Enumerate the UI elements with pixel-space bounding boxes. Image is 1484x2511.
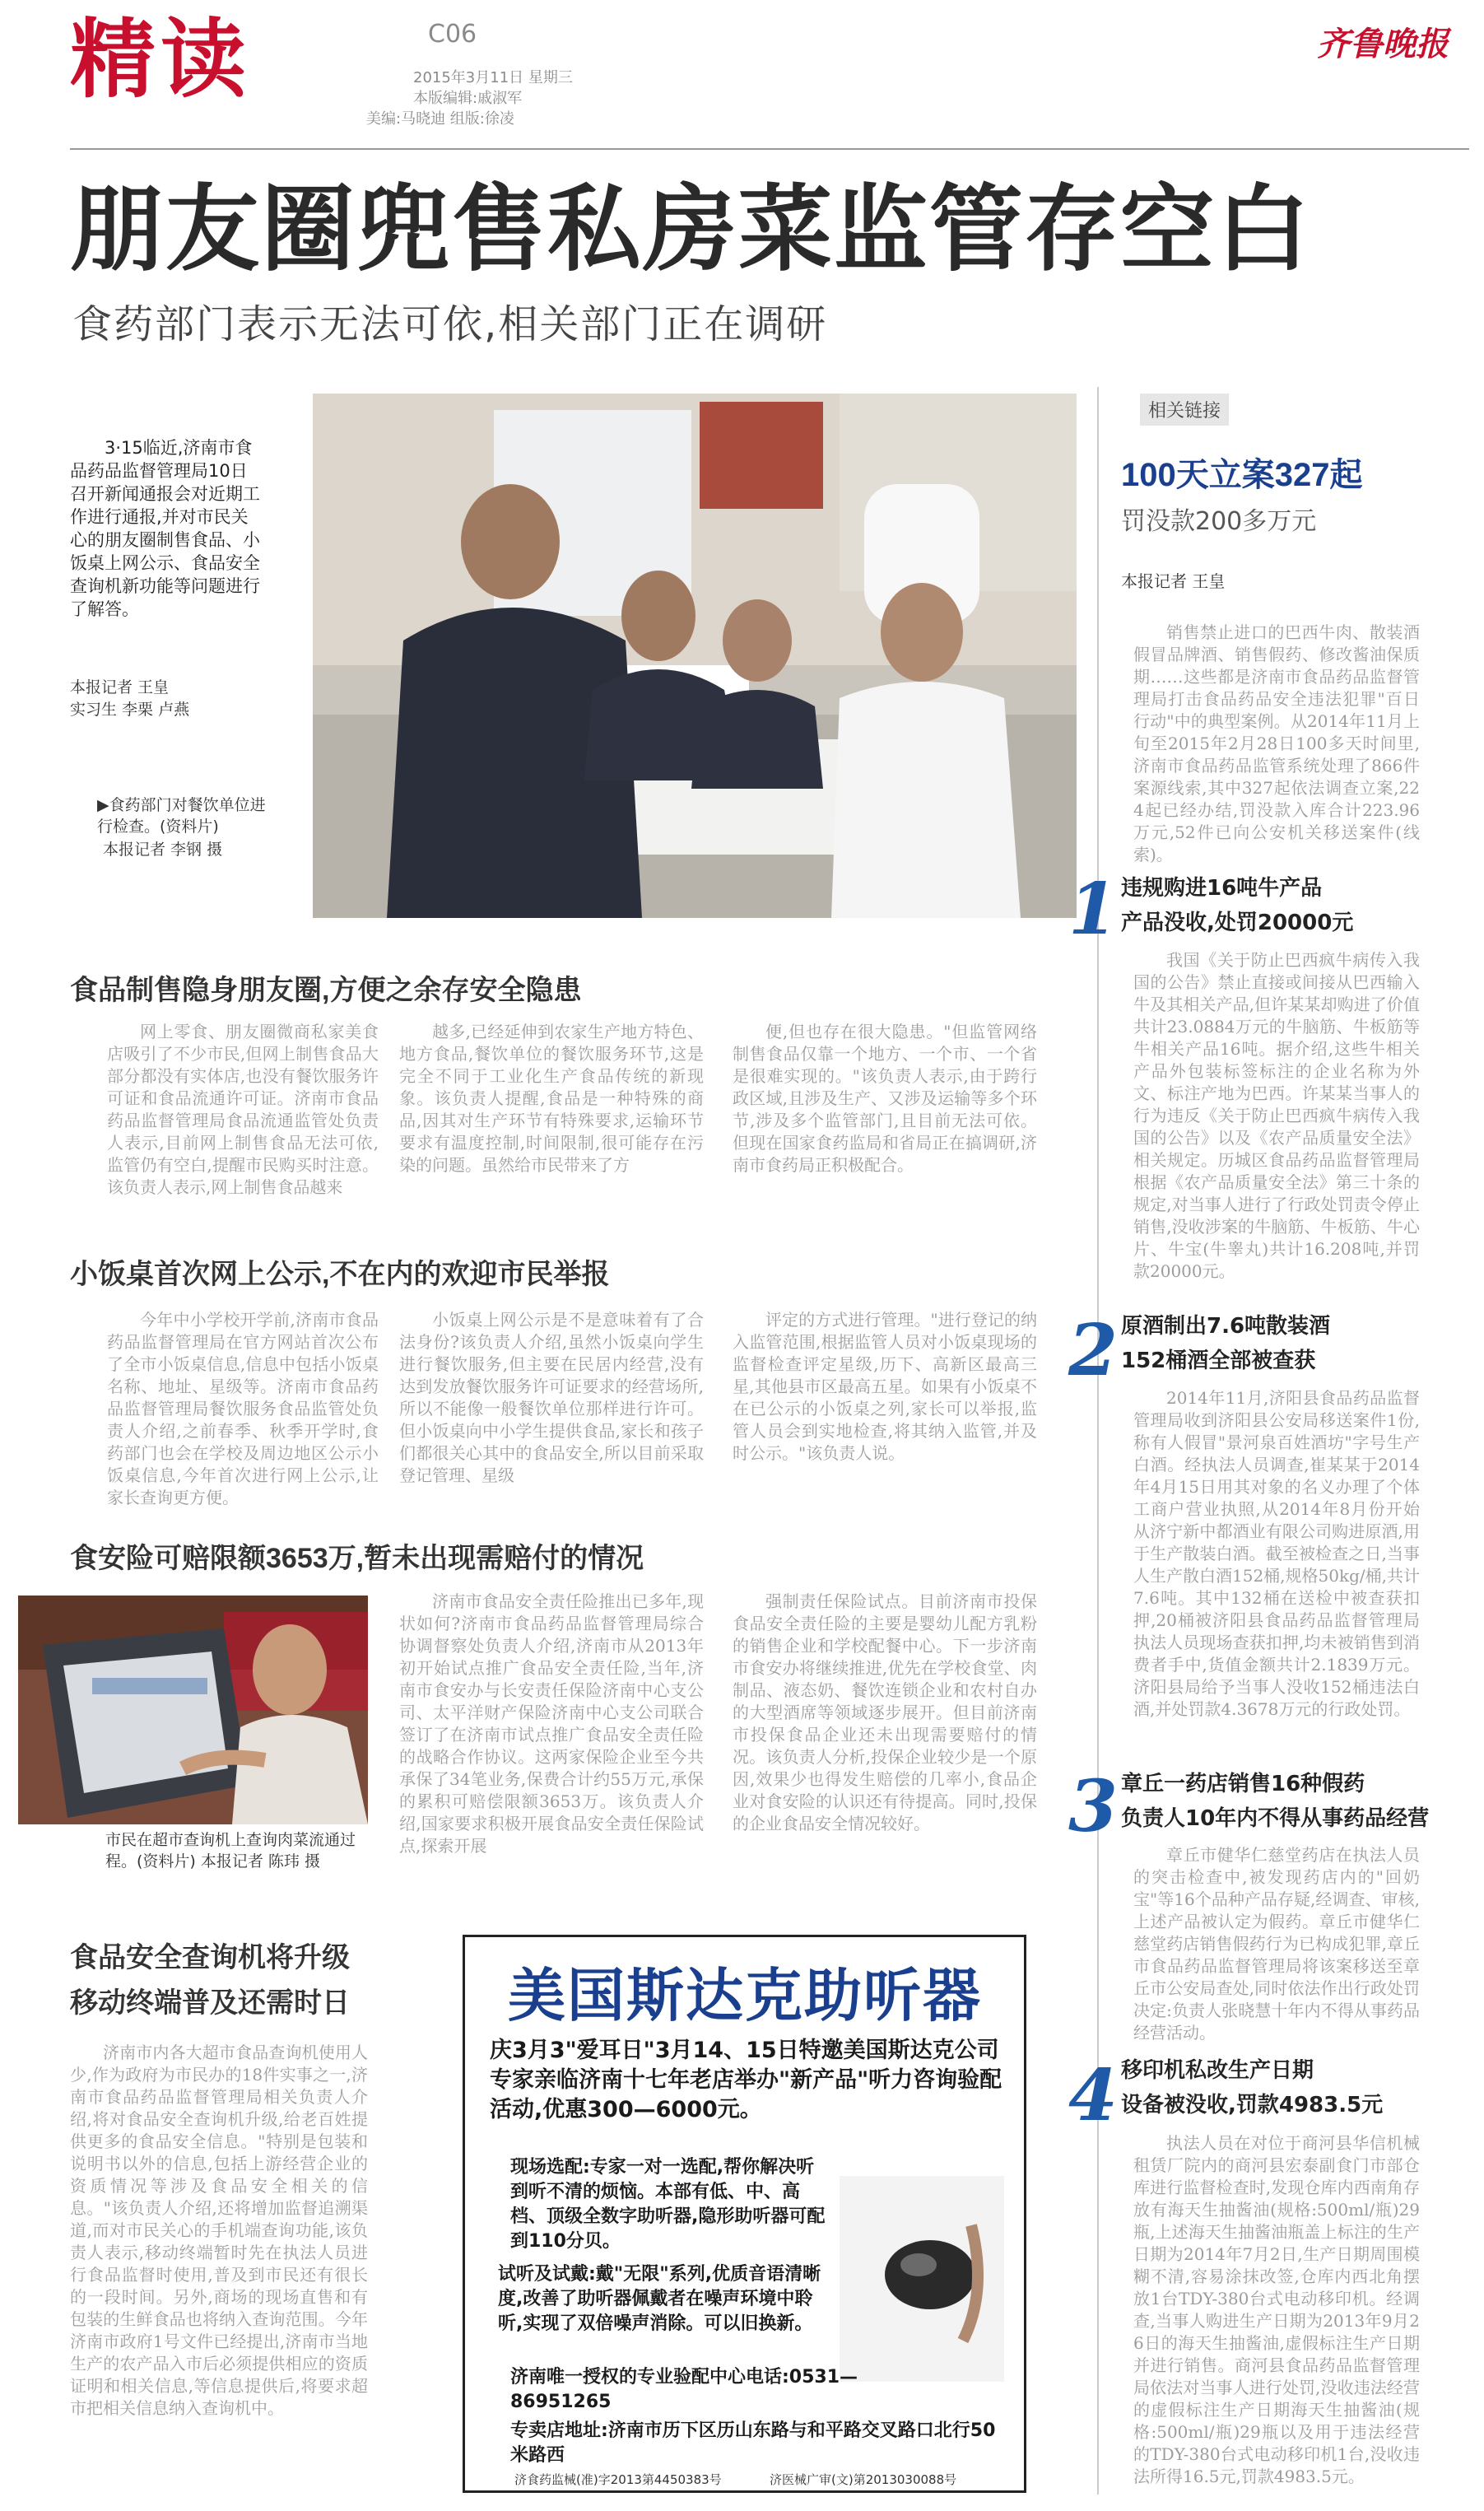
case-1-text: 我国《关于防止巴西疯牛病传入我国的公告》禁止直接或间接从巴西输入牛及其相关产品,但许某某却购进了价值共计23.0884万元的牛脑筋、牛板筋等牛相关产品16吨。据介绍,这些牛相关产品外包装标签标注的企业名称为外文、标注产地为巴西。许某某当事人的行为违反《关于防止巴西疯牛病传入我国的公告》以及《农产品质量安全法》相关规定。历城区食品药品监督管理局根据《农产品质量安全法》第三十条的规定,对当事人进行了行政处罚责令停止销售,没收涉案的牛脑筋、牛板筋、牛心片、牛宝(牛睾丸)共计16.208吨,并罚款20000元。 — [1133, 950, 1420, 1281]
case-3-title-line2: 负责人10年内不得从事药品经营 — [1121, 1806, 1430, 1831]
page-designer: 美编:马晓迪 组版:徐凌 — [366, 110, 514, 128]
section-title: 精读 — [70, 12, 252, 108]
case-2-body — [1133, 1387, 1420, 1763]
ad-intro: 庆3月3"爱耳日"3月14、15日特邀美国斯达克公司专家亲临济南十七年老店举办"新产品"听力咨询验配活动,优惠300—6000元。 — [490, 2038, 1003, 2122]
subheadline: 食药部门表示无法可依,相关部门正在调研 — [72, 301, 828, 347]
ad-fitting: 现场选配:专家一对一选配,帮你解决听到听不清的烦恼。本部有低、中、高档、顶级全数字助听器,隐形助听器可配到110分贝。 — [510, 2157, 826, 2252]
masthead-rule — [70, 148, 1469, 150]
case-number-1: 1 — [1068, 868, 1118, 951]
lead-byline: 本报记者 王皇 — [70, 678, 170, 696]
section2-title: 小饭桌首次网上公示,不在内的欢迎市民举报 — [70, 1259, 610, 1290]
photo1-caption: ▶食药部门对餐饮单位进行检查。(资料片) — [97, 796, 266, 836]
case-number-3: 3 — [1068, 1765, 1118, 1848]
section2-col1 — [107, 1309, 379, 1507]
section1-col2 — [399, 1021, 704, 1227]
section4-body — [70, 2042, 368, 2499]
ad-address: 专卖店地址:济南市历下区历山东路与和平路交叉路口北行50米路西 — [510, 2420, 996, 2466]
case-4-body — [1133, 2132, 1420, 2495]
photo1-credit: 本报记者 李钢 摄 — [103, 841, 223, 859]
newspaper-logo: 齐鲁晚报 — [1317, 25, 1449, 63]
section3-col2-text: 强制责任保险试点。目前济南市投保食品安全责任险的主要是婴幼儿配方乳粉的销售企业和学校配餐中心。下一步济南市食安办将继续推进,优先在学校食堂、肉制品、液态奶、餐饮连锁企业和农村自办的大型酒席等领域逐步展开。但目前济南市投保食品企业还未出现需要赔付的情况。该负责人分析,投保企业较少是一个原因,效果少也得发生赔偿的几率小,食品企业对食安险的认识还有待提高。同时,投保的企业食品安全情况较好。 — [733, 1591, 1037, 1833]
section3-col1 — [399, 1591, 704, 1870]
lead-byline-interns: 实习生 李栗 卢燕 — [70, 701, 190, 719]
case-3-text: 章丘市健华仁慈堂药店在执法人员的突击检查中,被发现药店内的"回奶宝"等16个品种产品存疑,经调查、审核,上述产品被认定为假药。章丘市健华仁慈堂药店销售假药行为已构成犯罪,章丘市食品药品监督管理局将该案移送至章丘市公安局查处,同时依法作出行政处罚决定:负责人张晓慧十年内不得从事药品经营活动。 — [1133, 1845, 1420, 2043]
sidebar-tag: 相关链接 — [1140, 394, 1229, 426]
case-3-body — [1133, 1844, 1420, 2046]
hearing-aid-ad — [463, 1935, 1026, 2493]
page-editor: 本版编辑:戚淑军 — [413, 90, 523, 107]
section3-col1-text: 济南市食品安全责任险推出已多年,现状如何?济南市食品药品监督管理局综合协调督察处负责人介绍,济南市从2013年初开始试点推广食品安全责任险,当年,济南市食安办与长安责任保险济南中心支公司、太平洋财产保险济南中心支公司联合签订了在济南市试点推广食品安全责任险的战略合作协议。这两家保险企业至今共承保了34笔业务,保费合计约55万元,承保的累积可赔偿限额3653万。该负责人介绍,国家要求积极开展食品安全责任保险试点,探索开展 — [399, 1591, 704, 1856]
inspection-photo — [313, 394, 1077, 918]
case-3-title-line1: 章丘一药店销售16种假药 — [1121, 1772, 1365, 1796]
sidebar-title: 100天立案327起 — [1121, 457, 1363, 493]
section3-title: 食安险可赔限额3653万,暂未出现需赔付的情况 — [70, 1543, 644, 1574]
case-4-text: 执法人员在对位于商河县华信机械租赁厂院内的商河县宏泰副食门市部仓库进行监督检查时,发现仓库内西南角存放有海天生抽酱油(规格:500ml/瓶)29瓶,上述海天生抽酱油瓶盖上标注的生产日期为2014年7月2日,生产日期周围模糊不清,容易涂抹改签,仓库内西北角摆放1台TDY-380台式电动移印机。经调查,当事人购进生产日期为2013年9月26日的海天生抽酱油,虚假标注生产日期并进行销售。商河县食品药品监督管理局依法对当事人进行处罚,没收违法经营的虚假标注生产日期海天生抽酱油(规格:500ml/瓶)29瓶以及用于违法经营的TDY-380台式电动移印机1台,没收违法所得16.5元,罚款4983.5元。 — [1133, 2133, 1420, 2486]
case-2-title-line1: 原酒制出7.6吨散装酒 — [1121, 1314, 1331, 1339]
section2-col2-text: 小饭桌上网公示是不是意味着有了合法身份?该负责人介绍,虽然小饭桌向学生进行餐饮服务,但主要在民居内经营,没有达到发放餐饮服务许可证要求的经营场所,所以不能像一般餐饮单位那样进行许可。但小饭桌向中小学生提供食品,家长和孩子们都很关心其中的食品安全,所以目前采取登记管理、星级 — [399, 1310, 704, 1485]
inspection-photo-illustration — [313, 394, 1077, 918]
section1-title: 食品制售隐身朋友圈,方便之余存安全隐患 — [70, 975, 582, 1006]
sidebar-divider — [1097, 387, 1099, 2495]
case-1-body — [1133, 949, 1420, 1311]
sidebar-intro-text: 销售禁止进口的巴西牛肉、散装酒假冒品牌酒、销售假药、修改酱油保质期……这些都是济南市食品药品监督管理局打击食品药品安全违法犯罪"百日行动"中的典型案例。从2014年11月上旬至2015年2月28日100多天时间里,济南市食品药品监管系统处理了866件案源线索,其中327起依法调查立案,224起已经办结,罚没款入库合计223.96万元,52件已向公安机关移送案件(线索)。 — [1133, 622, 1420, 864]
lead-paragraph: 3·15临近,济南市食品药品监督管理局10日召开新闻通报会对近期工作进行通报,并对市民关心的朋友圈制售食品、小饭桌上网公示、食品安全查询机新功能等问题进行了解答。 — [70, 438, 260, 619]
headline: 朋友圈兜售私房菜监管存空白 — [70, 178, 1312, 282]
section4-text: 济南市内各大超市食品查询机使用人少,作为政府为市民办的18件实事之一,济南市食品药品监督管理局相关负责人介绍,将对食品安全查询机升级,给老百姓提供更多的食品安全信息。"特别是包装和说明书以外的信息,包括上游经营企业的资质情况等涉及食品安全相关的信息。"该负责人介绍,还将增加监督追溯渠道,而对市民关心的手机端查询功能,该负责人表示,移动终端暂时先在执法人员进行食品监督时使用,普及到市民还有很长的一段时间。另外,商场的现场直售和有包装的生鲜食品也将纳入查询范围。今年济南市政府1号文件已经提出,济南市当地生产的农产品入市后必须提供相应的资质证明和相关信息,等信息提供后,将要求超市把相关信息纳入查询机中。 — [70, 2043, 368, 2418]
section1-col2-text: 越多,已经延伸到农家生产地方特色、地方食品,餐饮单位的餐饮服务环节,这是完全不同于工业化生产食品传统的新现象。该负责人提醒,食品是一种特殊的商品,因其对生产环节有特殊要求,运输环节要求有温度控制,时间限制,很可能存在污染的问题。虽然给市民带来了方 — [399, 1022, 704, 1175]
ad-footer-left: 济食药监械(准)字2013第4450383号 — [514, 2472, 722, 2487]
ad-phone: 济南唯一授权的专业验配中心电话:0531—86951265 — [510, 2367, 858, 2412]
section1-col1 — [107, 1021, 379, 1227]
case-4-title-line1: 移印机私改生产日期 — [1121, 2058, 1314, 2083]
kiosk-photo-illustration — [18, 1596, 368, 1824]
section1-col1-text: 网上零食、朋友圈微商私家美食店吸引了不少市民,但网上制售食品大部分都没有实体店,也没有餐饮服务许可证和食品流通许可证。济南市食品药品监督管理局食品流通监管处负责人表示,目前网上制售食品无法可依,监管仍有空白,提醒市民购买时注意。该负责人表示,网上制售食品越来 — [107, 1022, 379, 1197]
sidebar-subtitle: 罚没款200多万元 — [1121, 507, 1317, 536]
section1-col3 — [733, 1021, 1037, 1227]
page-number: C06 — [428, 20, 477, 49]
case-2-text: 2014年11月,济阳县食品药品监督管理局收到济阳县公安局移送案件1份,称有人假冒"景河泉百姓酒坊"字号生产白酒。经执法人员调查,崔某某于2014年4月15日用其对象的名义办理了个体工商户营业执照,从2014年8月份开始从济宁新中都酒业有限公司购进原酒,用于生产散装白酒。截至被检查之日,当事人生产散白酒152桶,规格50kg/桶,共计7.6吨。其中132桶在送检中被查获扣押,20桶被济阳县食品药品监督管理局执法人员现场查获扣押,均未被销售到消费者手中,货值金额共计2.1839万元。济阳县局给予当事人没收152桶违法白酒,并处罚款4.3678万元的行政处罚。 — [1133, 1388, 1420, 1719]
section4-title-line1: 食品安全查询机将升级 — [70, 1942, 350, 1973]
case-4-title-line2: 设备被没收,罚款4983.5元 — [1121, 2093, 1384, 2117]
section1-col3-text: 便,但也存在很大隐患。"但监管网络制售食品仅靠一个地方、一个市、一个省是很难实现的。"该负责人表示,由于跨行政区域,且涉及生产、又涉及运输等多个环节,涉及多个监管部门,且目前无法可依。但现在国家食药监局和省局正在搞调研,济南市食药局正积极配合。 — [733, 1022, 1037, 1175]
case-1-title-line1: 违规购进16吨牛产品 — [1121, 876, 1323, 901]
section2-col3-text: 评定的方式进行管理。"进行登记的纳入监管范围,根据监管人员对小饭桌现场的监督检查评定星级,历下、高新区最高三星,其他县市区最高五星。如果有小饭桌不在已公示的小饭桌之列,家长可以举报,监管人员会到实地检查,将其纳入监管,并及时公示。"该负责人说。 — [733, 1310, 1037, 1463]
section2-col2 — [399, 1309, 704, 1490]
hearing-aid-image — [840, 2176, 1004, 2382]
sidebar-byline: 本报记者 王皇 — [1121, 571, 1226, 591]
sidebar-intro — [1133, 622, 1420, 864]
case-number-4: 4 — [1068, 2054, 1118, 2137]
issue-date: 2015年3月11日 星期三 — [413, 69, 573, 86]
ad-footer-right: 济医械广审(文)第2013030088号 — [770, 2472, 957, 2487]
case-1-title-line2: 产品没收,处罚20000元 — [1121, 911, 1354, 935]
photo2-caption: 市民在超市查询机上查询肉菜流通过程。(资料片) 本报记者 陈玮 摄 — [105, 1831, 356, 1870]
kiosk-photo — [18, 1596, 368, 1824]
case-number-2: 2 — [1068, 1309, 1118, 1392]
section4-title-line2: 移动终端普及还需时日 — [70, 1987, 350, 2019]
ad-trial: 试听及试戴:戴"无限"系列,优质音语清晰度,改善了助听器佩戴者在噪声环境中聆听,实现了双倍噪声消除。可以旧换新。 — [498, 2264, 821, 2334]
section3-col2 — [733, 1591, 1037, 1870]
ad-title: 美国斯达克助听器 — [508, 1961, 982, 2029]
section2-col1-text: 今年中小学校开学前,济南市食品药品监督管理局在官方网站首次公布了全市小饭桌信息,信息中包括小饭桌名称、地址、星级等。济南市食品药品监督管理局餐饮服务食品监管处负责人介绍,之前春季、秋季开学时,食药部门也会在学校及周边地区公示小饭桌信息,今年首次进行网上公示,让家长查询更方便。 — [107, 1310, 379, 1507]
section2-col3 — [733, 1309, 1037, 1490]
case-2-title-line2: 152桶酒全部被查获 — [1121, 1349, 1316, 1373]
